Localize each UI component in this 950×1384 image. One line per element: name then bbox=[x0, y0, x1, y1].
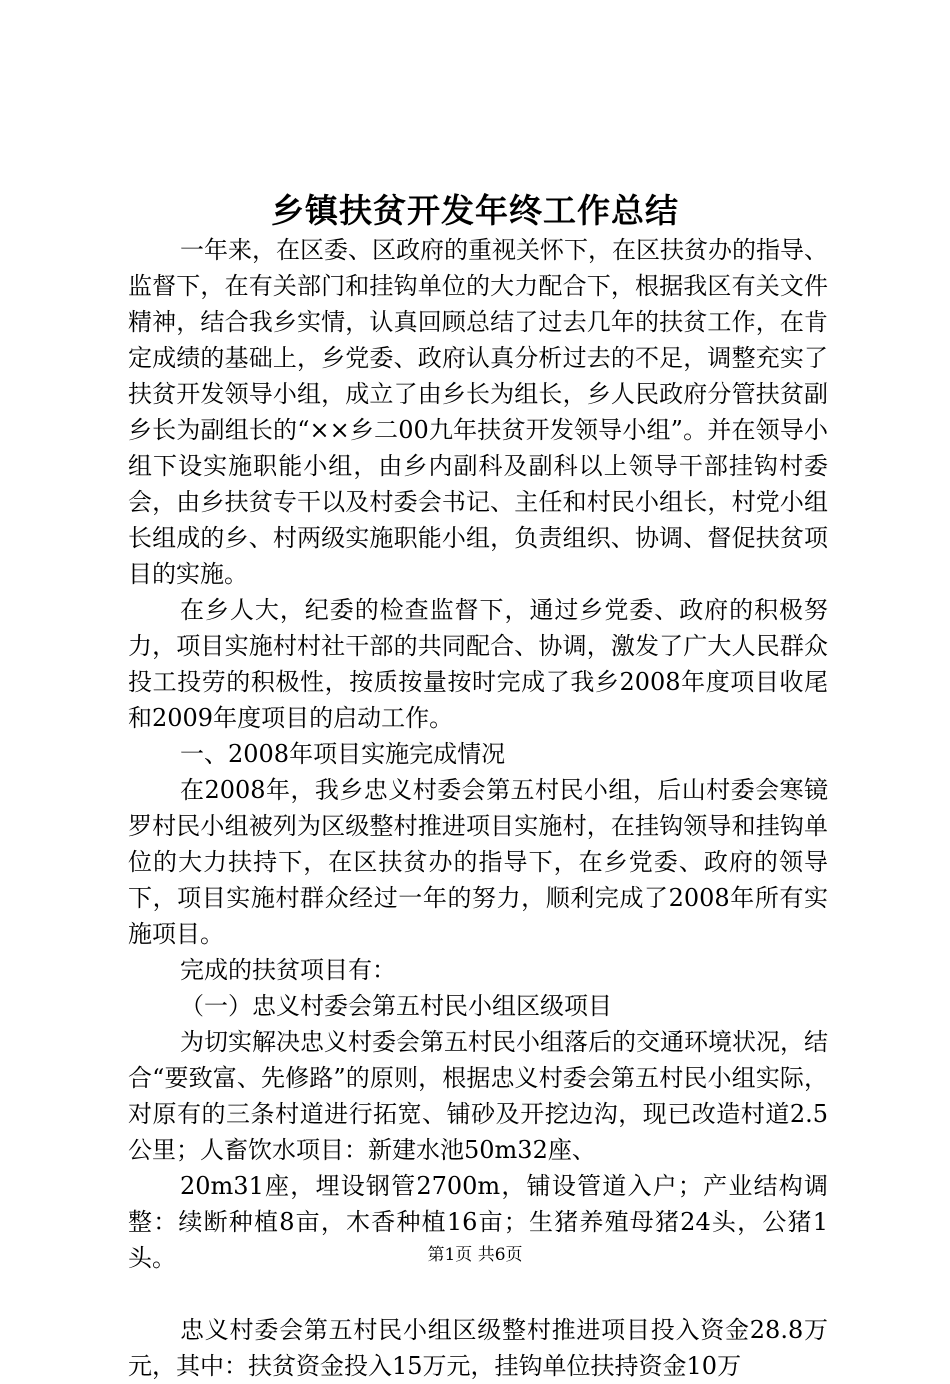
paragraph-zhongyi-roads: 为切实解决忠义村委会第五村民小组落后的交通环境状况，结合“要致富、先修路”的原则，根据忠义村委会第五村民小组实际，对原有的三条村道进行拓宽、铺砂及开挖边沟，现已改造村道2.5公里；人畜饮水项目：新建水池50m32座、 bbox=[128, 1028, 828, 1164]
page-footer: 第1页 共6页 bbox=[427, 1245, 523, 1265]
paragraph-intro: 一年来，在区委、区政府的重视关怀下，在区扶贫办的指导、监督下，在有关部门和挂钩单位的大力配合下，根据我区有关文件精神，结合我乡实情，认真回顾总结了过去几年的扶贫工作，在肯定成绩的基础上，乡党委、政府认真分析过去的不足，调整充实了扶贫开发领导小组，成立了由乡长为组长，乡人民政府分管扶贫副乡长为副组长的“××乡二00九年扶贫开发领导小组”。并在领导小组下设实施职能小组，由乡内副科及副科以上领导干部挂钩村委会，由乡扶贫专干以及村委会书记、主任和村民小组长，村党小组长组成的乡、村两级实施职能小组，负责组织、协调、督促扶贫项目的实施。 bbox=[128, 236, 828, 588]
subsection-heading-zhongyi: （一）忠义村委会第五村民小组区级项目 bbox=[180, 992, 612, 1020]
paragraph-supervision: 在乡人大，纪委的检查监督下，通过乡党委、政府的积极努力，项目实施村村社干部的共同配合、协调，激发了广大人民群众投工投劳的积极性，按质按量按时完成了我乡2008年度项目收尾和2009年度项目的启动工作。 bbox=[128, 596, 828, 732]
paragraph-completed-projects: 完成的扶贫项目有： bbox=[180, 956, 396, 984]
document-title: 乡镇扶贫开发年终工作总结 bbox=[271, 191, 679, 230]
document-body bbox=[128, 232, 828, 1384]
paragraph-2008-summary: 在2008年，我乡忠义村委会第五村民小组，后山村委会寒镜罗村民小组被列为区级整村推进项目实施村，在挂钩领导和挂钩单位的大力扶持下，在区扶贫办的指导下，在乡党委、政府的领导下，项目实施村群众经过一年的努力，顺利完成了2008年所有实施项目。 bbox=[128, 776, 828, 948]
paragraph-zhongyi-funding: 忠义村委会第五村民小组区级整村推进项目投入资金28.8万元，其中：扶贫资金投入15万元，挂钩单位扶持资金10万 bbox=[128, 1316, 828, 1380]
paragraph-zhongyi-water: 20m31座，埋设钢管2700m，铺设管道入户；产业结构调整：续断种植8亩，木香种植16亩；生猪养殖母猪24头，公猪1头。 bbox=[128, 1172, 828, 1272]
section-heading-2008: 一、2008年项目实施完成情况 bbox=[180, 740, 506, 768]
